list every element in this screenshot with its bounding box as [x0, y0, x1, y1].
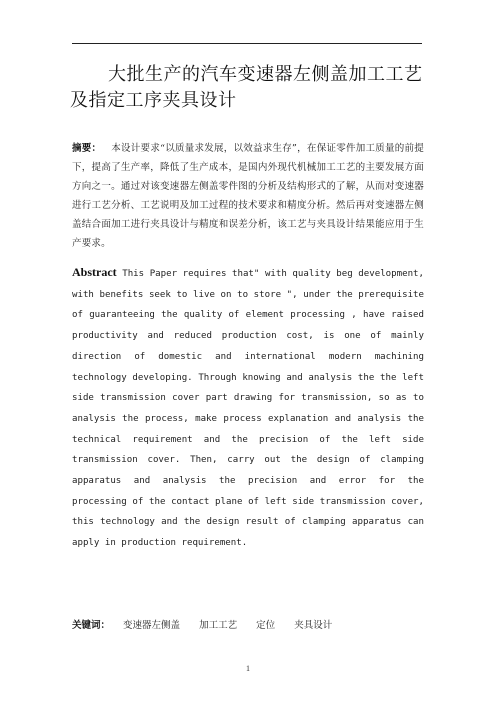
chinese-abstract: [72, 139, 424, 253]
paper-title: 大批生产的汽车变速器左侧盖加工工艺及指定工序夹具设计: [70, 64, 423, 111]
english-abstract: [72, 262, 424, 554]
chinese-abstract-label: 摘要：: [72, 143, 102, 154]
keywords-label: 关键词：: [72, 620, 111, 631]
keyword-item: 定位: [256, 620, 276, 631]
keyword-item: 夹具设计: [294, 620, 333, 631]
english-abstract-text: This Paper requires that" with quality beg development, with benefits seek to live on to store ", under the prerequisite of guaranteeing the quality of element processing , have raised productivity and reduced production cost, is one of mainly direction of domestic and international modern machining technology developing. Through knowing and analysis the the left side transmission cover part drawing for transmission, so as to analysis the process, make process explanation and analysis the technical requirement and the precision of the left side transmission cover. Then, carry out the design of clamping apparatus and analysis the precision and error for the processing of the contact plane of left side transmission cover, this technology and the design result of clamping apparatus can apply in production requirement.: [72, 269, 424, 549]
keyword-item: 变速器左侧盖: [123, 620, 181, 631]
page-number: 1: [246, 664, 250, 673]
chinese-abstract-text: 本设计要求“以质量求发展，以效益求生存”，在保证零件加工质量的前提下，提高了生产率，降低了生产成本，是国内外现代机械加工工艺的主要发展方面方向之一。通过对该变速器左侧盖零件图的分析及结构形式的了解，从而对变速器进行工艺分析、工艺说明及加工过程的技术要求和精度分析。然后再对变速器左侧盖结合面加工进行夹具设计与精度和误差分析，该工艺与夹具设计结果能应用于生产要求。: [72, 143, 424, 249]
header-rule: [72, 43, 422, 44]
keywords-line: [72, 618, 424, 634]
english-abstract-label: Abstract: [72, 265, 117, 279]
keyword-item: 加工工艺: [199, 620, 238, 631]
